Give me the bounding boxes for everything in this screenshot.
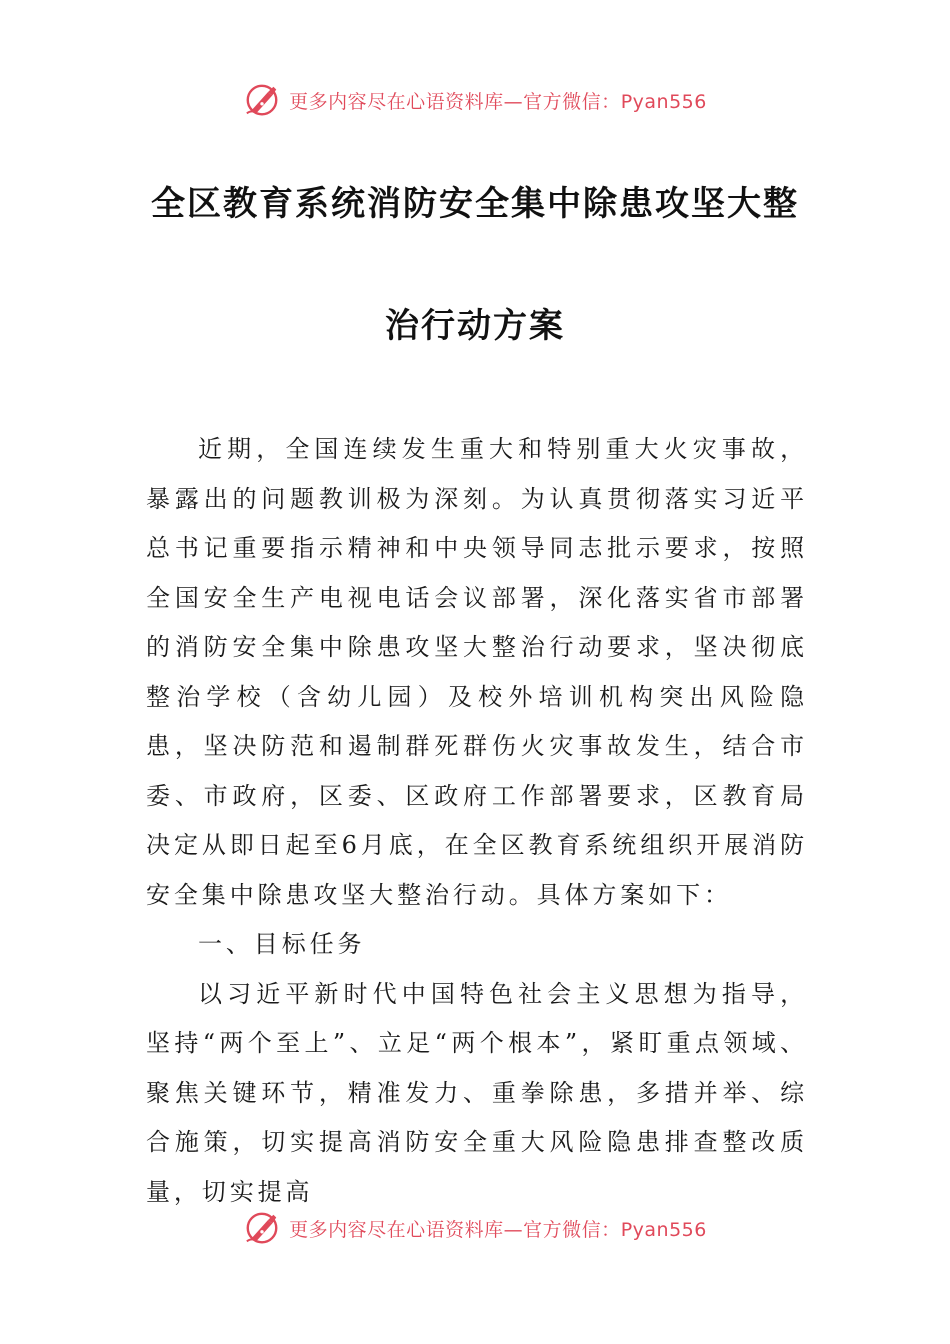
document-body — [146, 425, 808, 1217]
document-title-line2: 治行动方案 — [385, 306, 565, 346]
document-title-line1: 全区教育系统消防安全集中除患攻坚大整 — [151, 184, 799, 224]
section-paragraph: 以习近平新时代中国特色社会主义思想为指导，坚持“两个至上”、立足“两个根本”，紧盯重点领域、聚焦关键环节，精准发力、重拳除患，多措并举、综合施策，切实提高消防安全重大风险隐患排查整改质量，切实提高 — [146, 979, 808, 1206]
watermark-text: 更多内容尽在心语资料库—官方微信：Pyan556 — [289, 1218, 707, 1241]
watermark-text: 更多内容尽在心语资料库—官方微信：Pyan556 — [289, 90, 707, 113]
pen-nib-logo-icon — [243, 1209, 281, 1247]
pen-nib-logo-icon — [243, 81, 281, 119]
intro-paragraph: 近期，全国连续发生重大和特别重大火灾事故，暴露出的问题教训极为深刻。为认真贯彻落实习近平总书记重要指示精神和中央领导同志批示要求，按照全国安全生产电视电话会议部署，深化落实省市部署的消防安全集中除患攻坚大整治行动要求，坚决彻底整治学校（含幼儿园）及校外培训机构突出风险隐患，坚决防范和遏制群死群伤火灾事故发生，结合市委、市政府，区委、区政府工作部署要求，区教育局决定从即日起至6月底，在全区教育系统组织开展消防安全集中除患攻坚大整治行动。具体方案如下： — [146, 435, 808, 909]
watermark-banner-bottom — [0, 1206, 950, 1250]
section-heading: 一、目标任务 — [198, 930, 366, 958]
watermark-banner-top — [0, 78, 950, 122]
